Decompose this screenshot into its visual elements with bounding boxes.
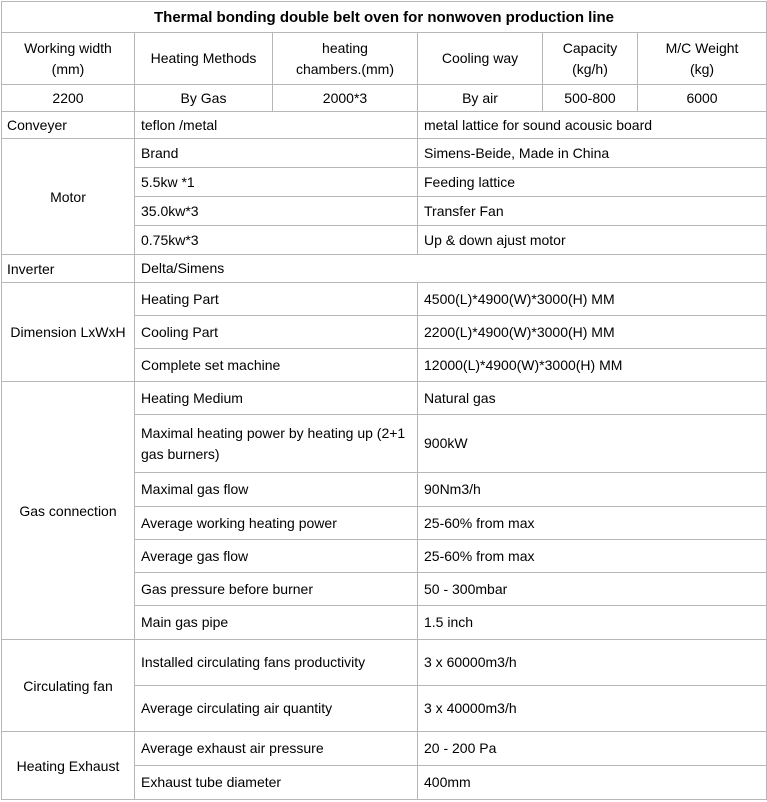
row-conveyer bbox=[2, 112, 767, 139]
value-working-width: 2200 bbox=[2, 85, 135, 112]
motor-value-cell: Up & down ajust motor bbox=[418, 226, 767, 255]
col-header-heating-methods: Heating Methods bbox=[135, 33, 273, 85]
section-label-inverter: Inverter bbox=[2, 255, 135, 283]
exhaust-name-cell: Average exhaust air pressure bbox=[135, 732, 418, 766]
value-cooling-way: By air bbox=[418, 85, 543, 112]
row-dimension-heating bbox=[2, 283, 767, 316]
section-label-gas-connection: Gas connection bbox=[2, 382, 135, 640]
col-header-mc-weight: M/C Weight (kg) bbox=[638, 33, 767, 85]
section-label-conveyer: Conveyer bbox=[2, 112, 135, 139]
section-label-dimension: Dimension LxWxH bbox=[2, 283, 135, 382]
gas-value-cell: 25-60% from max bbox=[418, 507, 767, 540]
page-title: Thermal bonding double belt oven for nonwoven production line bbox=[2, 2, 767, 33]
gas-value-cell: 1.5 inch bbox=[418, 606, 767, 640]
motor-value-cell: Simens-Beide, Made in China bbox=[418, 139, 767, 168]
dimension-name-cell: Heating Part bbox=[135, 283, 418, 316]
gas-name-cell: Heating Medium bbox=[135, 382, 418, 415]
title-row bbox=[2, 2, 767, 33]
header-values-row bbox=[2, 85, 767, 112]
fan-value-cell: 3 x 60000m3/h bbox=[418, 640, 767, 686]
dimension-name-cell: Complete set machine bbox=[135, 349, 418, 382]
fan-name-cell: Installed circulating fans productivity bbox=[135, 640, 418, 686]
value-mc-weight: 6000 bbox=[638, 85, 767, 112]
gas-value-cell: Natural gas bbox=[418, 382, 767, 415]
section-label-motor: Motor bbox=[2, 139, 135, 255]
exhaust-value-cell: 20 - 200 Pa bbox=[418, 732, 767, 766]
gas-name-cell: Gas pressure before burner bbox=[135, 573, 418, 606]
gas-value-cell: 25-60% from max bbox=[418, 540, 767, 573]
col-header-capacity: Capacity (kg/h) bbox=[543, 33, 638, 85]
motor-value-cell: Feeding lattice bbox=[418, 168, 767, 197]
motor-name-cell: 0.75kw*3 bbox=[135, 226, 418, 255]
motor-name-cell: 5.5kw *1 bbox=[135, 168, 418, 197]
motor-value-cell: Transfer Fan bbox=[418, 197, 767, 226]
col-header-working-width: Working width (mm) bbox=[2, 33, 135, 85]
value-heating-methods: By Gas bbox=[135, 85, 273, 112]
row-fan-installed bbox=[2, 640, 767, 686]
conveyer-value-cell: metal lattice for sound acousic board bbox=[418, 112, 767, 139]
motor-name-cell: Brand bbox=[135, 139, 418, 168]
col-header-cooling-way: Cooling way bbox=[418, 33, 543, 85]
gas-value-cell: 900kW bbox=[418, 415, 767, 473]
row-motor-brand bbox=[2, 139, 767, 168]
row-exhaust-pressure bbox=[2, 732, 767, 766]
gas-name-cell: Main gas pipe bbox=[135, 606, 418, 640]
section-label-circulating-fan: Circulating fan bbox=[2, 640, 135, 732]
value-heating-chambers: 2000*3 bbox=[273, 85, 418, 112]
gas-name-cell: Average gas flow bbox=[135, 540, 418, 573]
dimension-name-cell: Cooling Part bbox=[135, 316, 418, 349]
dimension-value-cell: 4500(L)*4900(W)*3000(H) MM bbox=[418, 283, 767, 316]
spec-table bbox=[1, 1, 767, 800]
conveyer-name-cell: teflon /metal bbox=[135, 112, 418, 139]
motor-name-cell: 35.0kw*3 bbox=[135, 197, 418, 226]
inverter-value-cell: Delta/Simens bbox=[135, 255, 767, 283]
gas-name-cell: Maximal heating power by heating up (2+1 gas burners) bbox=[135, 415, 418, 473]
gas-value-cell: 90Nm3/h bbox=[418, 473, 767, 507]
exhaust-value-cell: 400mm bbox=[418, 766, 767, 800]
col-header-heating-chambers: heating chambers.(mm) bbox=[273, 33, 418, 85]
exhaust-name-cell: Exhaust tube diameter bbox=[135, 766, 418, 800]
row-gas-medium bbox=[2, 382, 767, 415]
gas-value-cell: 50 - 300mbar bbox=[418, 573, 767, 606]
fan-name-cell: Average circulating air quantity bbox=[135, 686, 418, 732]
row-inverter bbox=[2, 255, 767, 283]
section-label-heating-exhaust: Heating Exhaust bbox=[2, 732, 135, 800]
fan-value-cell: 3 x 40000m3/h bbox=[418, 686, 767, 732]
dimension-value-cell: 12000(L)*4900(W)*3000(H) MM bbox=[418, 349, 767, 382]
column-header-row bbox=[2, 33, 767, 85]
gas-name-cell: Maximal gas flow bbox=[135, 473, 418, 507]
value-capacity: 500-800 bbox=[543, 85, 638, 112]
gas-name-cell: Average working heating power bbox=[135, 507, 418, 540]
dimension-value-cell: 2200(L)*4900(W)*3000(H) MM bbox=[418, 316, 767, 349]
